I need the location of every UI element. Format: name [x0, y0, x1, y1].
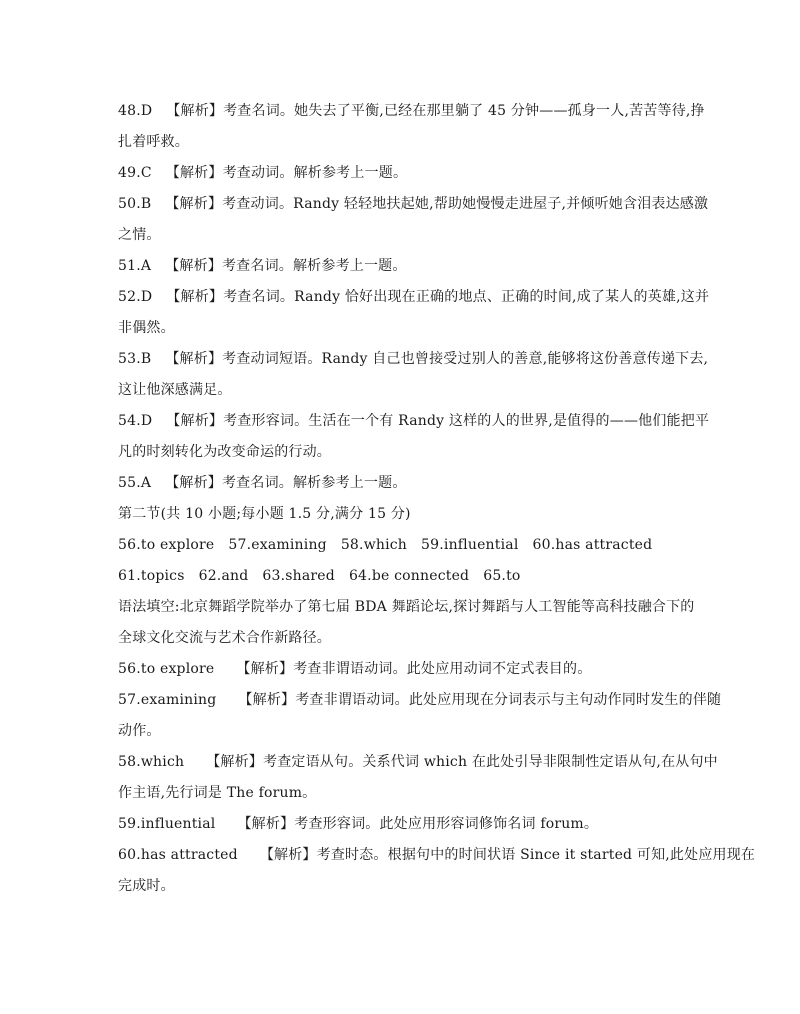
answer-explanation: 【解析】考查名词。解析参考上一题。	[165, 258, 407, 274]
explanation-key: 59.influential	[118, 816, 216, 832]
answer-57: 57.examining	[228, 537, 327, 553]
explanation-text: 【解析】考查时态。根据句中的时间状语 Since it started 可知,此处应用现在	[259, 847, 756, 863]
answer-explanation: 【解析】考查形容词。生活在一个有 Randy 这样的人的世界,是值得的——他们能把平	[166, 413, 710, 429]
answer-54-line1	[118, 412, 710, 430]
explanation-60-line2: 完成时。	[118, 878, 175, 894]
explanation-text: 【解析】考查非谓语动词。此处应用动词不定式表目的。	[236, 661, 592, 677]
explanation-key: 57.examining	[118, 692, 217, 708]
answer-49-line1	[118, 164, 688, 182]
answer-64: 64.be connected	[348, 568, 470, 584]
answer-53-line1	[118, 350, 709, 368]
explanation-58-line1	[118, 753, 718, 771]
answer-explanation: 【解析】考查动词短语。Randy 自己也曾接受过别人的善意,能够将这份善意传递下去,	[165, 351, 709, 367]
answer-55-line1	[118, 474, 688, 492]
answer-key: 51.A	[118, 258, 152, 274]
explanation-59-line1	[118, 815, 688, 833]
answer-58: 58.which	[340, 537, 408, 553]
answer-explanation: 【解析】考查名词。Randy 恰好出现在正确的地点、正确的时间,成了某人的英雄,这并	[166, 289, 710, 305]
answer-key: 52.D	[118, 289, 153, 305]
section-two-heading: 第二节(共 10 小题;每小题 1.5 分,满分 15 分)	[118, 506, 411, 522]
answer-row-1	[118, 536, 688, 554]
explanation-57-line1	[118, 691, 722, 709]
explanation-57-line2: 动作。	[118, 723, 161, 739]
explanation-key: 60.has attracted	[118, 847, 238, 863]
answer-50-line2: 之情。	[118, 227, 161, 243]
passage-intro-line1: 语法填空:北京舞蹈学院举办了第七届 BDA 舞蹈论坛,探讨舞蹈与人工智能等高科技融合下的	[118, 599, 695, 615]
answer-key: 50.B	[118, 196, 152, 212]
explanation-key: 56.to explore	[118, 661, 215, 677]
answer-explanation: 【解析】考查动词。Randy 轻轻地扶起她,帮助她慢慢走进屋子,并倾听她含泪表达感激	[165, 196, 709, 212]
explanation-56-line1	[118, 660, 688, 678]
answer-52-line1	[118, 288, 710, 306]
answer-60: 60.has attracted	[532, 537, 653, 553]
answer-52-line2: 非偶然。	[118, 320, 175, 336]
explanation-text: 【解析】考查非谓语动词。此处应用现在分词表示与主句动作同时发生的伴随	[238, 692, 722, 708]
explanation-key: 58.which	[118, 754, 185, 770]
explanation-text: 【解析】考查定语从句。关系代词 which 在此处引导非限制性定语从句,在从句中	[206, 754, 718, 770]
answer-59: 59.influential	[421, 537, 519, 553]
answer-key: 53.B	[118, 351, 152, 367]
answer-62: 62.and	[198, 568, 249, 584]
answer-48-line2: 扎着呼救。	[118, 134, 189, 150]
explanation-58-line2: 作主语,先行词是 The forum。	[118, 785, 317, 801]
answer-63: 63.shared	[262, 568, 335, 584]
answer-key: 48.D	[118, 103, 153, 119]
answer-56: 56.to explore	[118, 537, 215, 553]
answer-key: 55.A	[118, 475, 152, 491]
answer-48-line1	[118, 102, 705, 120]
explanation-text: 【解析】考查形容词。此处应用形容词修饰名词 forum。	[237, 816, 599, 832]
answer-explanation: 【解析】考查名词。解析参考上一题。	[165, 475, 407, 491]
passage-intro-line2: 全球文化交流与艺术合作新路径。	[118, 630, 331, 646]
answer-54-line2: 凡的时刻转化为改变命运的行动。	[118, 444, 331, 460]
answer-50-line1	[118, 195, 709, 213]
answer-explanation: 【解析】考查名词。她失去了平衡,已经在那里躺了 45 分钟——孤身一人,苦苦等待,挣	[166, 103, 705, 119]
answer-65: 65.to	[483, 568, 521, 584]
answer-53-line2: 这让他深感满足。	[118, 382, 232, 398]
answer-61: 61.topics	[118, 568, 185, 584]
answer-explanation: 【解析】考查动词。解析参考上一题。	[165, 165, 408, 181]
explanation-60-line1	[118, 846, 756, 864]
answer-key: 49.C	[118, 165, 152, 181]
answer-key: 54.D	[118, 413, 153, 429]
answer-row-2	[118, 567, 688, 585]
answer-51-line1	[118, 257, 688, 275]
